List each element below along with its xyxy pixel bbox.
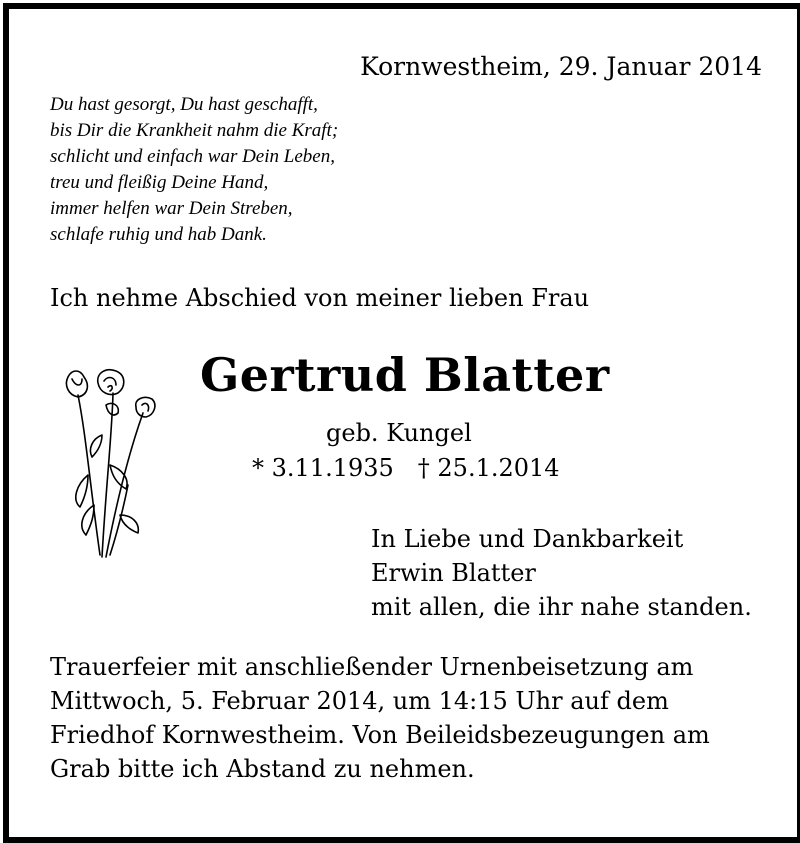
signoff-line: In Liebe und Dankbarkeit [371,525,684,553]
poem-line: immer helfen war Dein Streben, [50,198,293,219]
notice-line: Grab bitte ich Abstand zu nehmen. [50,755,475,783]
memorial-poem [50,92,338,248]
life-dates [252,454,560,482]
poem-line: treu und fleißig Deine Hand, [50,172,269,193]
signoff-line: Erwin Blatter [371,559,536,587]
poem-line: Du hast gesorgt, Du hast geschafft, [50,94,318,115]
roses-bouquet-icon [58,365,162,565]
notice-line: Trauerfeier mit anschließender Urnenbeisetzung am [50,653,694,681]
place-date: Kornwestheim, 29. Januar 2014 [360,52,762,81]
birth-date: * 3.11.1935 [252,454,394,482]
service-notice [50,650,710,786]
deceased-name: Gertrud Blatter [200,348,610,402]
poem-line: schlicht und einfach war Dein Leben, [50,146,335,167]
poem-line: schlafe ruhig und hab Dank. [50,224,267,245]
farewell-intro: Ich nehme Abschied von meiner lieben Frau [50,284,590,312]
death-date: † 25.1.2014 [417,454,560,482]
poem-line: bis Dir die Krankheit nahm die Kraft; [50,120,339,141]
signoff-line: mit allen, die ihr nahe standen. [371,593,752,621]
signoff-block [371,522,752,624]
notice-line: Friedhof Kornwestheim. Von Beileidsbezeugungen am [50,721,710,749]
maiden-name: geb. Kungel [326,419,472,447]
notice-line: Mittwoch, 5. Februar 2014, um 14:15 Uhr auf dem [50,687,669,715]
